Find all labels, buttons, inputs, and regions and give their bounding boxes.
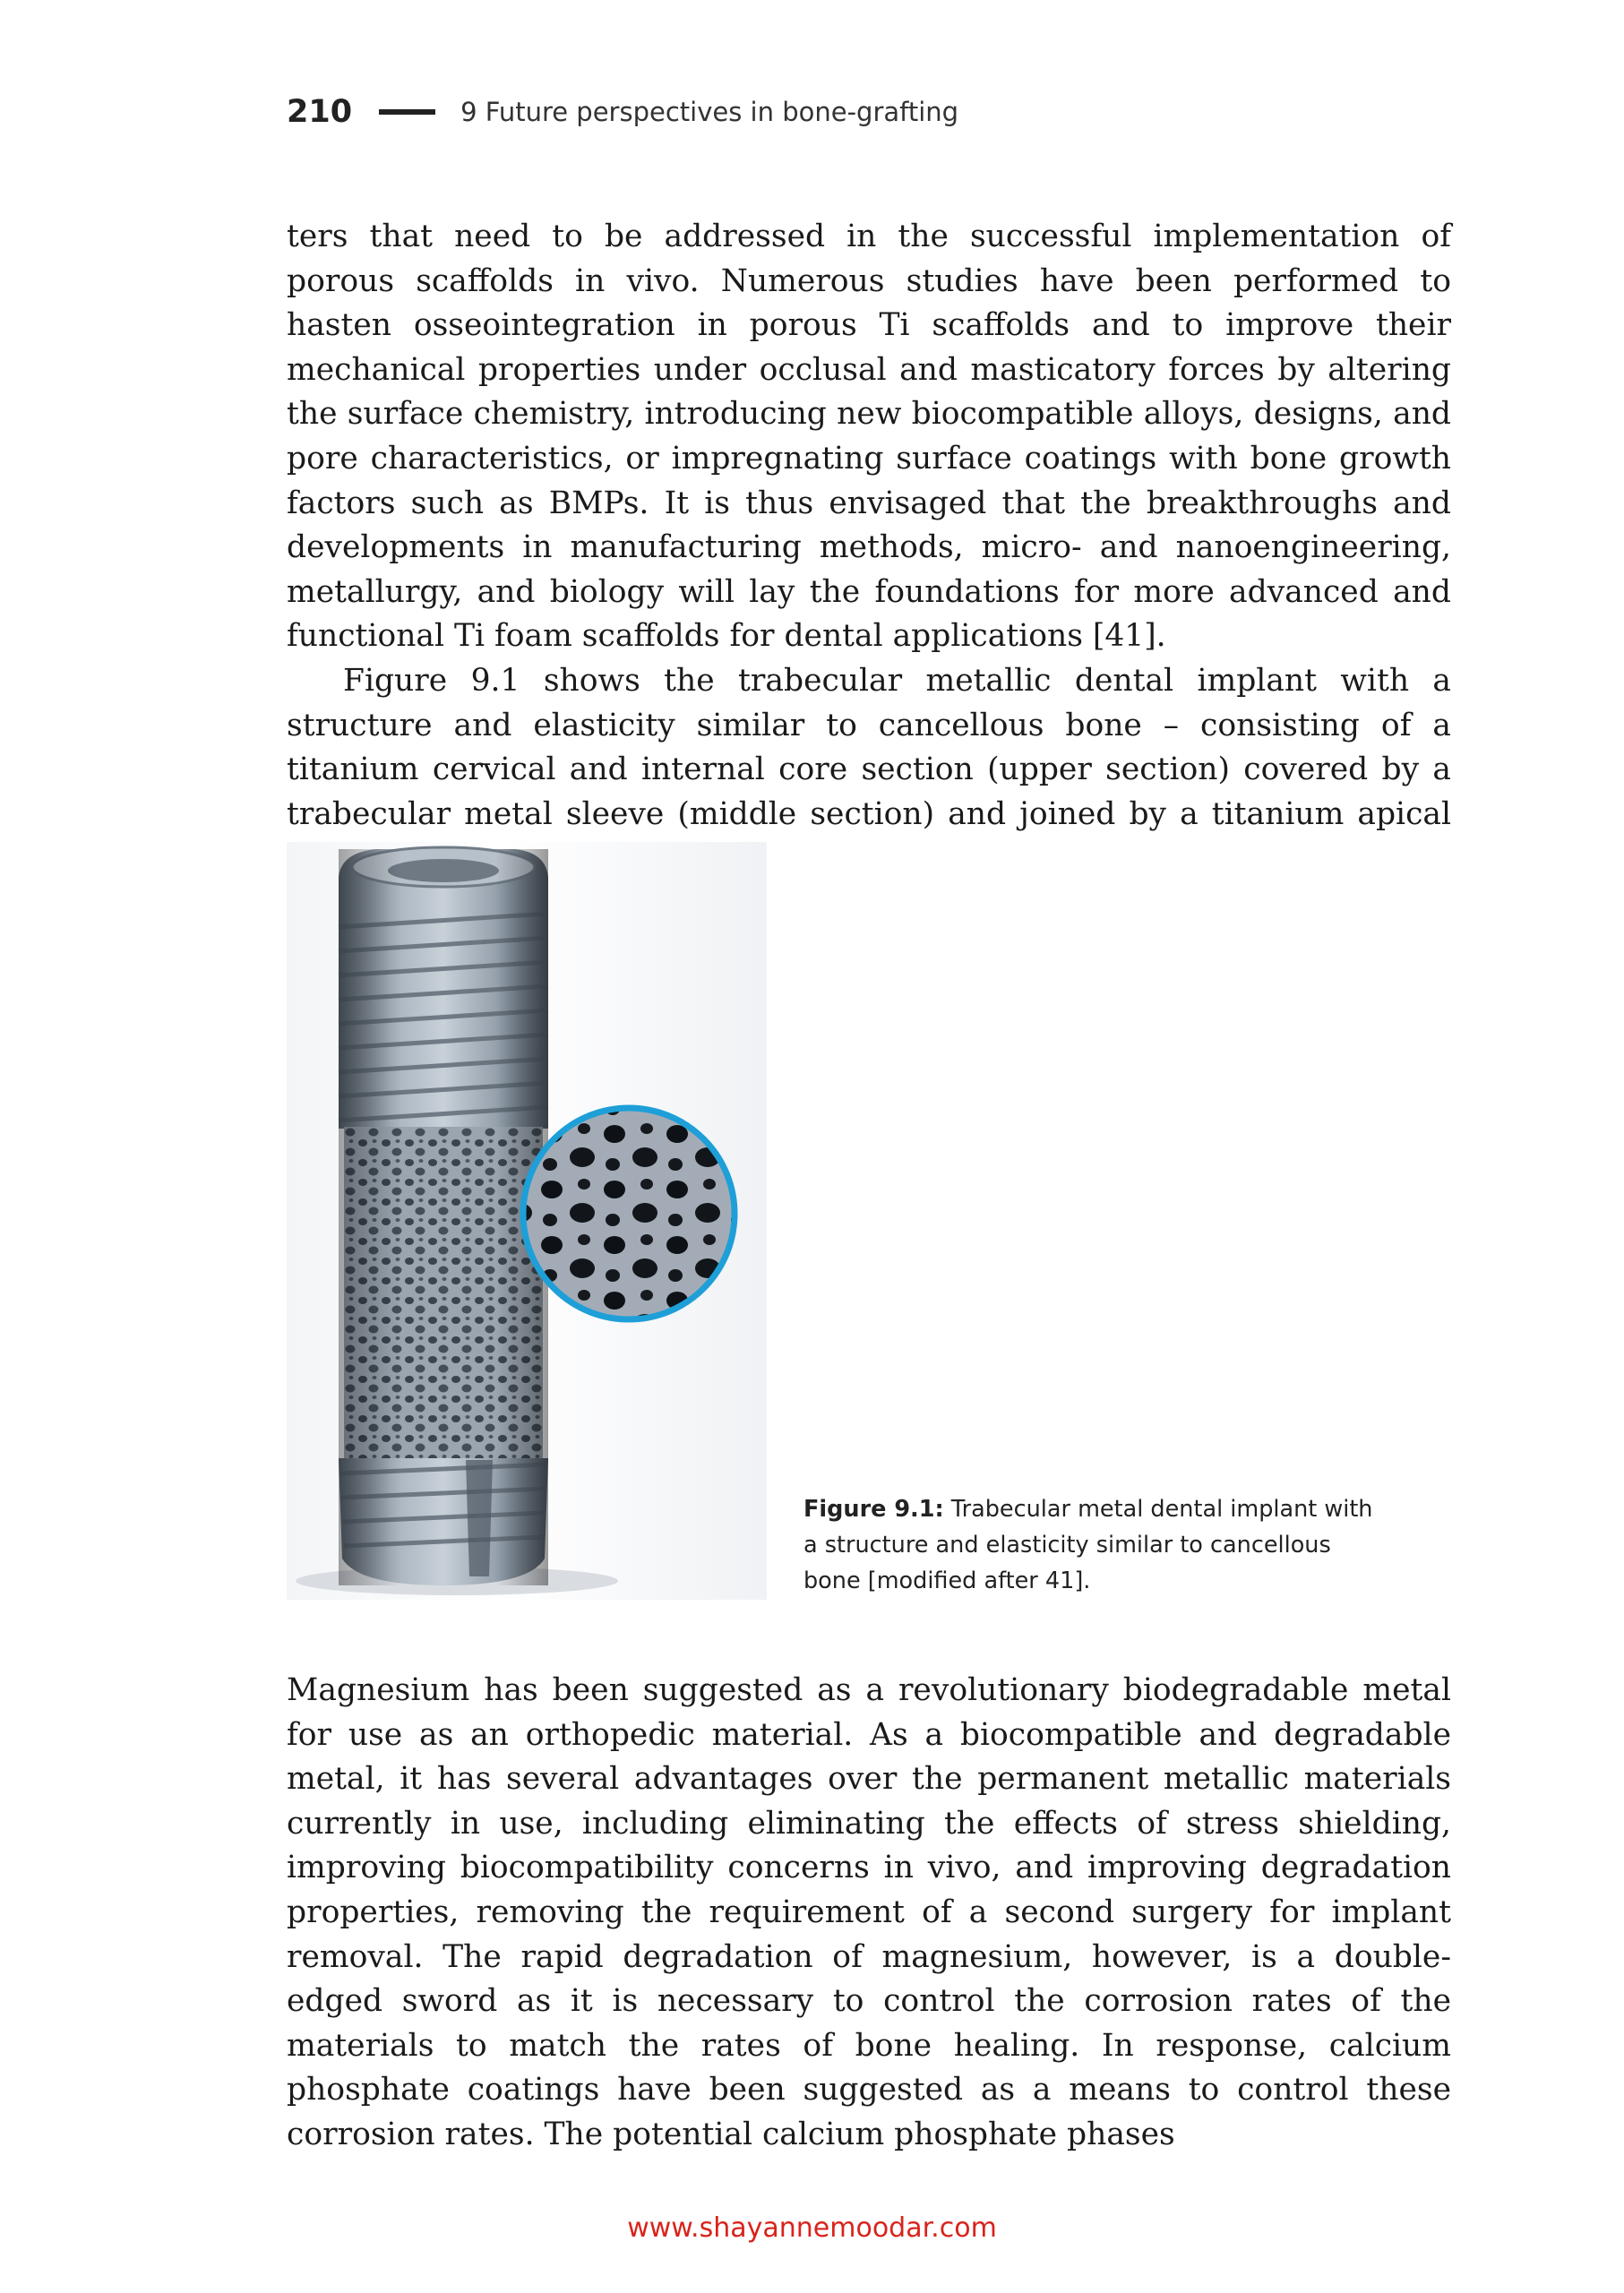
page-number: 210: [287, 94, 353, 130]
figure-caption: [803, 1491, 1386, 1599]
figure-dental-implant: [287, 842, 767, 1600]
running-title: 9 Future perspectives in bone-grafting: [460, 97, 959, 127]
caption-text: Trabecular metal dental implant with a structure and elasticity similar to cancellous bone [modified after 41].: [803, 1496, 1373, 1594]
paragraph: Magnesium has been suggested as a revolutionary biodegradable metal for use as an orthopedic material. As a biocompatible and degradable metal, it has several advantages over the permanent metallic materials currently in use, including eliminating the effects of stress shielding, improving biocompatibility concerns in vivo, and improving degradation properties, removing the requirement of a second surgery for implant removal. The rapid degradation of magnesium, however, is a double-edged sword as it is necessary to control the corrosion rates of the materials to match the rates of bone healing. In response, calcium phosphate coatings have been suggested as a means to control these corrosion rates. The potential calcium phosphate phases: [287, 1672, 1451, 2152]
body-text-top: [287, 215, 1451, 881]
body-text-bottom: [287, 1669, 1451, 2158]
paragraph: ters that need to be addressed in the successful implementation of porous scaffolds in vivo. Numerous studies have been performed to hasten osseointegration in porous Ti scaffolds and to improve their mechanical properties under occlusal and masticatory forces by altering the surface chemistry, introducing new biocompatible alloys, designs, and pore characteristics, or impregnating surface coatings with bone growth factors such as BMPs. It is thus envisaged that the breakthroughs and developments in manufacturing methods, micro- and nanoengineering, metallurgy, and biology will lay the foundations for more advanced and functional Ti foam scaffolds for dental applications [41].: [287, 219, 1451, 655]
running-header: [287, 90, 958, 134]
caption-label: Figure 9.1:: [803, 1496, 944, 1523]
paragraph: Figure 9.1 shows the trabecular metallic dental implant with a structure and elasticity similar to cancellous bone – consisting of a titanium cervical and internal core section (upper section) covered by a trabecular metal sleeve (middle section) and joined by a titanium apical: [287, 662, 1451, 832]
footer-url[interactable]: www.shayannemoodar.com: [627, 2212, 997, 2244]
dental-implant-illustration: [287, 842, 767, 1600]
header-rule: [379, 109, 435, 115]
